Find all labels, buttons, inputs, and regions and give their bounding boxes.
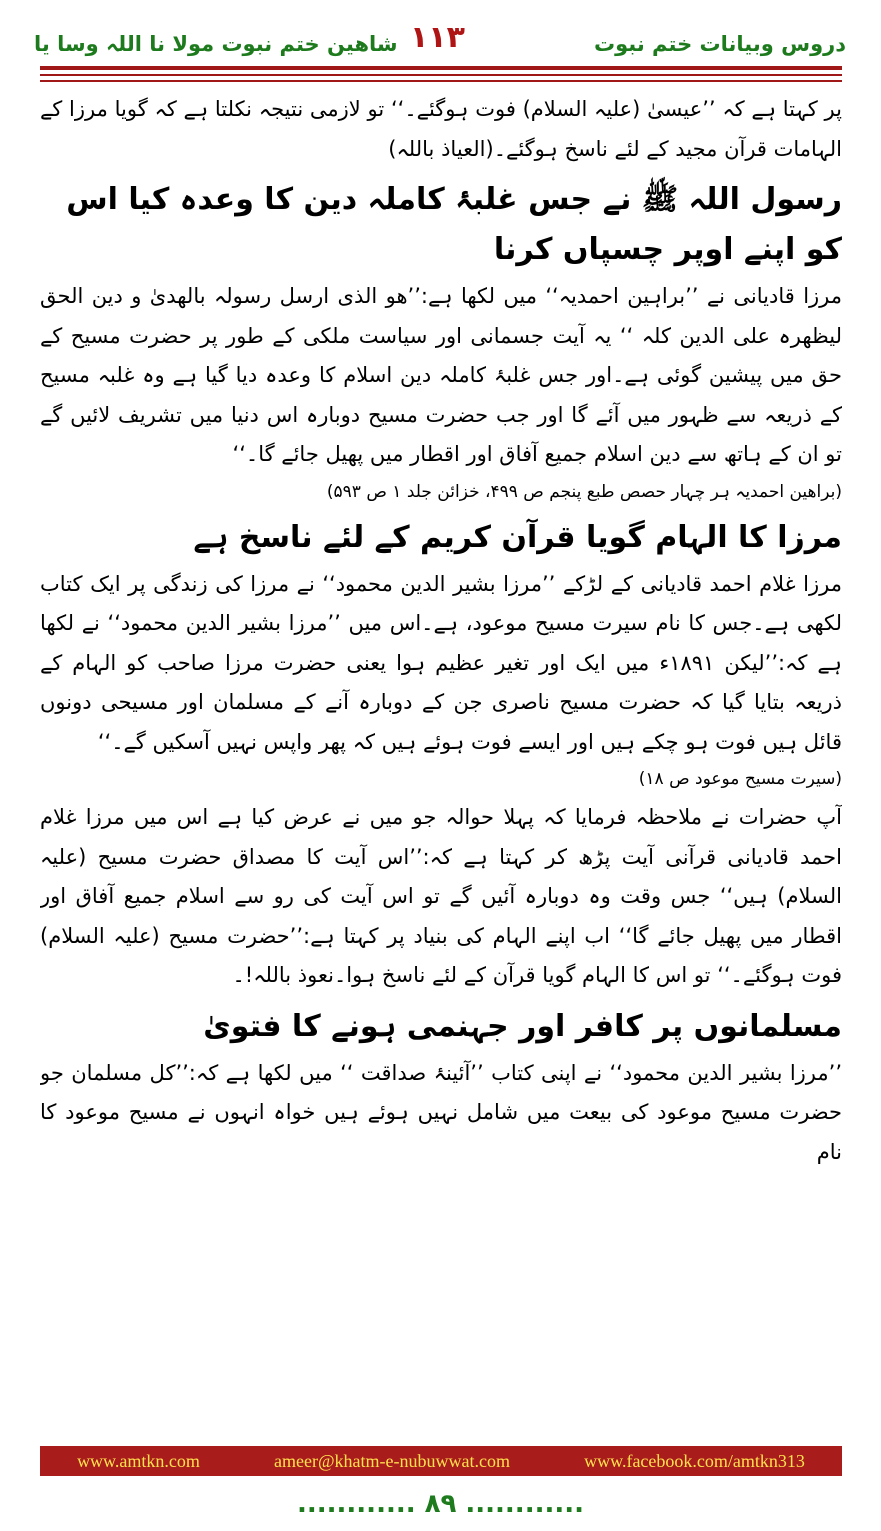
header-book-title: دروس وبیانات ختم نبوت — [594, 32, 846, 56]
citation-seerat: (سیرت مسیح موعود ص ۱۸) — [638, 769, 842, 789]
page-header — [30, 14, 850, 62]
paragraph-barahin: مرزا قادیانی نے ’’براہین احمدیہ‘‘ میں لکھا ہے:’’ھو الذی ارسل رسولہ بالھدیٰ و دین الحق لیظھرہ علی الدین کلہ ‘‘ یہ آیت جسمانی اور سیاست ملکی کے طور پر حضرت مسیح کے حق میں پیشین گوئی ہے۔اور جس غلبۂ کاملہ دین اسلام کا وعدہ دیا گیا ہے وہ غلبہ مسیح کے ذریعہ سے ظہور میں آئے گا اور جب حضرت مسیح دوبارہ اس دنیا میں تشریف لائیں گے تو ان کے ہاتھ سے دین اسلام جمیع آفاق اور اقطار میں پھیل جائے گا۔‘‘ — [40, 284, 842, 466]
header-divider — [40, 66, 842, 70]
page-body — [40, 90, 842, 1435]
footer-page-number: ............ ٨٩ ............ — [297, 1489, 584, 1519]
section-heading-promise: رسول اللہ ﷺ نے جس غلبۂ کاملہ دین کا وعدہ کیا اس کو اپنے اوپر چسپاں کرنا — [66, 182, 842, 267]
header-divider — [40, 80, 842, 82]
section-heading-abrogation: مرزا کا الہام گویا قرآن کریم کے لئے ناسخ ہے — [193, 519, 842, 555]
header-author: شاھین ختم نبوت مولا نا اللہ وسا یا — [34, 32, 398, 56]
footer-website-link[interactable]: www.amtkn.com — [77, 1450, 200, 1471]
citation-barahin: (براھین احمدیہ ہر چہار حصص طبع پنجم ص ۴۹۹، خزائن جلد ۱ ص ۵۹۳) — [326, 481, 842, 502]
paragraph-aina-sadaqat: ’’مرزا بشیر الدین محمود‘‘ نے اپنی کتاب ’’آئینۂ صداقت ‘‘ میں لکھا ہے کہ:’’کل مسلمان جو حضرت مسیح موعود کی بیعت میں شامل نہیں ہوئے ہیں خواہ انہوں نے مسیح موعود کا نام — [40, 1060, 842, 1164]
footer-bar — [40, 1446, 842, 1476]
paragraph-intro: پر کہتا ہے کہ ’’عیسیٰ (علیہ السلام) فوت ہوگئے۔‘‘ تو لازمی نتیجہ نکلتا ہے کہ گویا مرزا کے الہامات قرآن مجید کے لئے ناسخ ہوگئے۔(العیاذ باللہ) — [40, 97, 842, 161]
footer-email-link[interactable]: ameer@khatm-e-nubuwwat.com — [274, 1450, 510, 1471]
paragraph-explanation: آپ حضرات نے ملاحظہ فرمایا کہ پہلا حوالہ جو میں نے عرض کیا ہے اس میں مرزا غلام احمد قادیانی قرآنی آیت پڑھ کر کہتا ہے کہ:’’اس آیت کا مصداق حضرت مسیح (علیہ السلام) ہیں‘‘ جس وقت وہ دوبارہ آئیں گے تو اس آیت کی رو سے اسلام جمیع آفاق اور اقطار میں پھیل جائے گا‘‘ اب اپنے الہام کی بنیاد پر کہتا ہے:’’حضرت مسیح (علیہ السلام) فوت ہوگئے۔‘‘ تو اس کا الہام گویا قرآن کے لئے ناسخ ہوا۔نعوذ باللہ!۔ — [40, 805, 842, 987]
section-heading-fatwa: مسلمانوں پر کافر اور جہنمی ہونے کا فتویٰ — [203, 1008, 842, 1044]
header-divider — [40, 74, 842, 76]
footer-facebook-link[interactable]: www.facebook.com/amtkn313 — [584, 1450, 805, 1471]
paragraph-seerat: مرزا غلام احمد قادیانی کے لڑکے ’’مرزا بشیر الدین محمود‘‘ نے مرزا کی زندگی پر ایک کتاب لکھی ہے۔جس کا نام سیرت مسیح موعود، ہے۔اس میں ’’مرزا بشیر الدین محمود‘‘ نے لکھا ہے کہ:’’لیکن ۱۸۹۱ء میں ایک اور تغیر عظیم ہوا یعنی حضرت مرزا صاحب کو الہام کے ذریعہ بتایا گیا کہ حضرت مسیح ناصری جن کے دوبارہ آنے کے مسلمان اور مسیحی دونوں قائل ہیں فوت ہو چکے ہیں اور ایسے فوت ہوئے ہیں کہ پھر واپس نہیں آسکیں گے۔‘‘ — [40, 571, 842, 754]
header-page-number: ١١٣ — [410, 20, 465, 55]
